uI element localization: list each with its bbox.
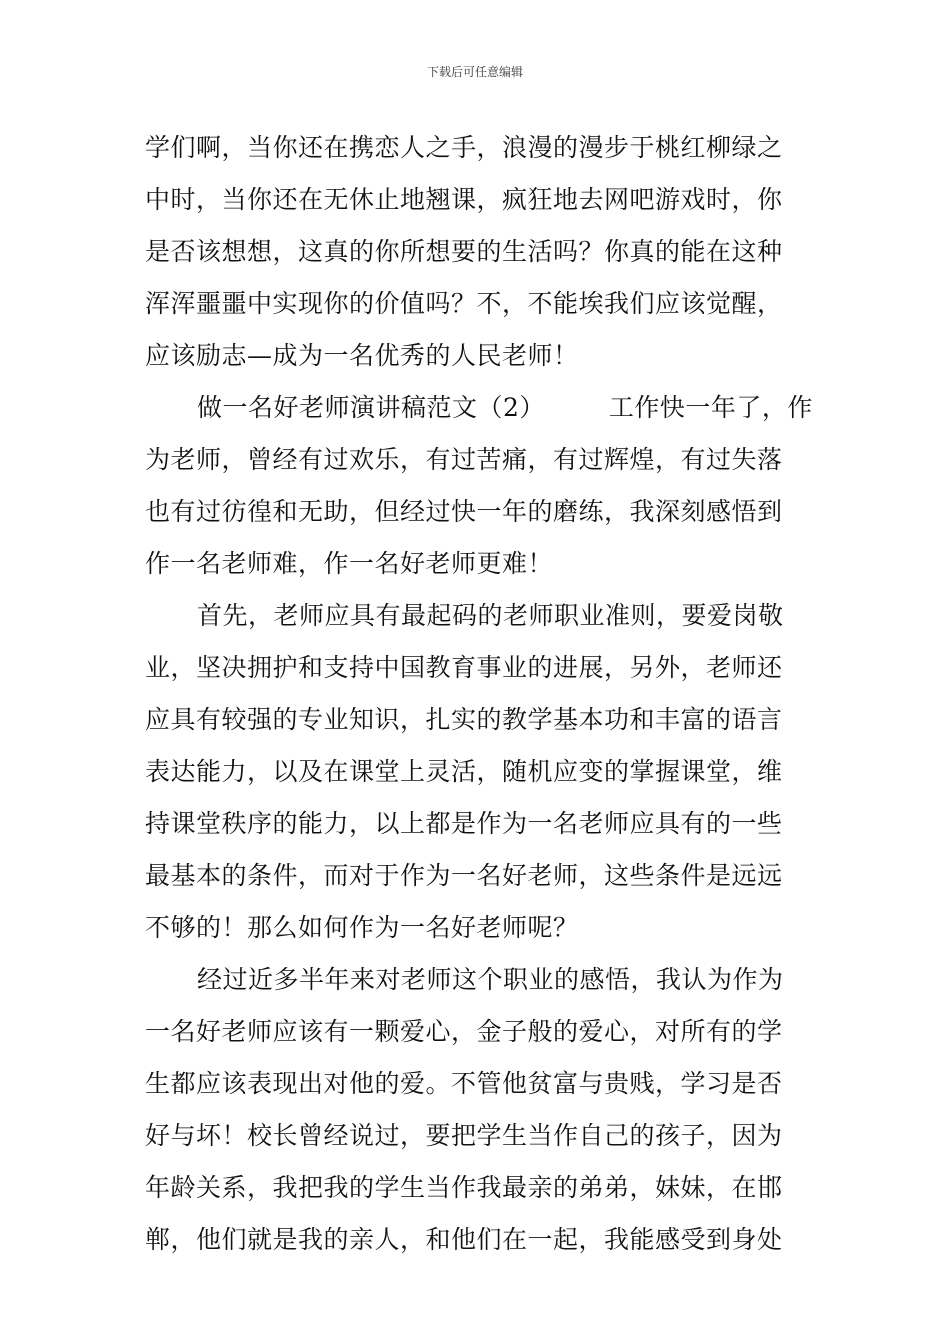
text-line: 浑浑噩噩中实现你的价值吗？不，不能埃我们应该觉醒， — [145, 289, 783, 318]
text-line: 表达能力，以及在课堂上灵活，随机应变的掌握课堂，维 — [145, 757, 783, 786]
text-line: 应具有较强的专业知识，扎实的教学基本功和丰富的语言 — [145, 705, 783, 734]
text-line: 好与坏！校长曾经说过，要把学生当作自己的孩子，因为 — [145, 1121, 783, 1150]
paragraph-first-line: 经过近多半年来对老师这个职业的感悟，我认为作为 — [197, 965, 784, 994]
page-header: 下载后可任意编辑 — [426, 65, 523, 79]
text-line: 不够的！那么如何作为一名好老师呢？ — [145, 913, 579, 942]
text-line: 生都应该表现出对他的爱。不管他贫富与贵贱，学习是否 — [145, 1069, 783, 1098]
text-line: 是否该想想，这真的你所想要的生活吗？你真的能在这种 — [145, 237, 783, 266]
text-line: 学们啊，当你还在携恋人之手，浪漫的漫步于桃红柳绿之 — [145, 133, 783, 162]
text-line: 一名好老师应该有一颗爱心，金子般的爱心，对所有的学 — [145, 1017, 783, 1046]
text-run: 工作快一年了，作 — [608, 393, 813, 422]
text-line: 作一名老师难，作一名好老师更难！ — [145, 549, 554, 578]
text-line: 中时，当你还在无休止地翘课，疯狂地去网吧游戏时，你 — [145, 185, 783, 214]
text-line: 年龄关系，我把我的学生当作我最亲的弟弟，妹妹，在邯 — [145, 1173, 783, 1202]
text-line: 也有过彷徨和无助，但经过快一年的磨练，我深刻感悟到 — [145, 497, 783, 526]
text-line: 为老师，曾经有过欢乐，有过苦痛，有过辉煌，有过失落 — [145, 445, 783, 474]
section-heading-line — [145, 382, 815, 434]
text-line: 持课堂秩序的能力，以上都是作为一名老师应具有的一些 — [145, 809, 783, 838]
text-line: 应该励志—成为一名优秀的人民老师！ — [145, 341, 579, 370]
document-body — [145, 122, 815, 1266]
text-line: 最基本的条件，而对于作为一名好老师，这些条件是远远 — [145, 861, 783, 890]
text-line: 郸，他们就是我的亲人，和他们在一起，我能感受到身处 — [145, 1225, 783, 1254]
section-heading: 做一名好老师演讲稿范文（2） — [197, 393, 545, 422]
paragraph-first-line: 首先，老师应具有最起码的老师职业准则，要爱岗敬 — [197, 601, 784, 630]
text-line: 业，坚决拥护和支持中国教育事业的进展，另外，老师还 — [145, 653, 783, 682]
